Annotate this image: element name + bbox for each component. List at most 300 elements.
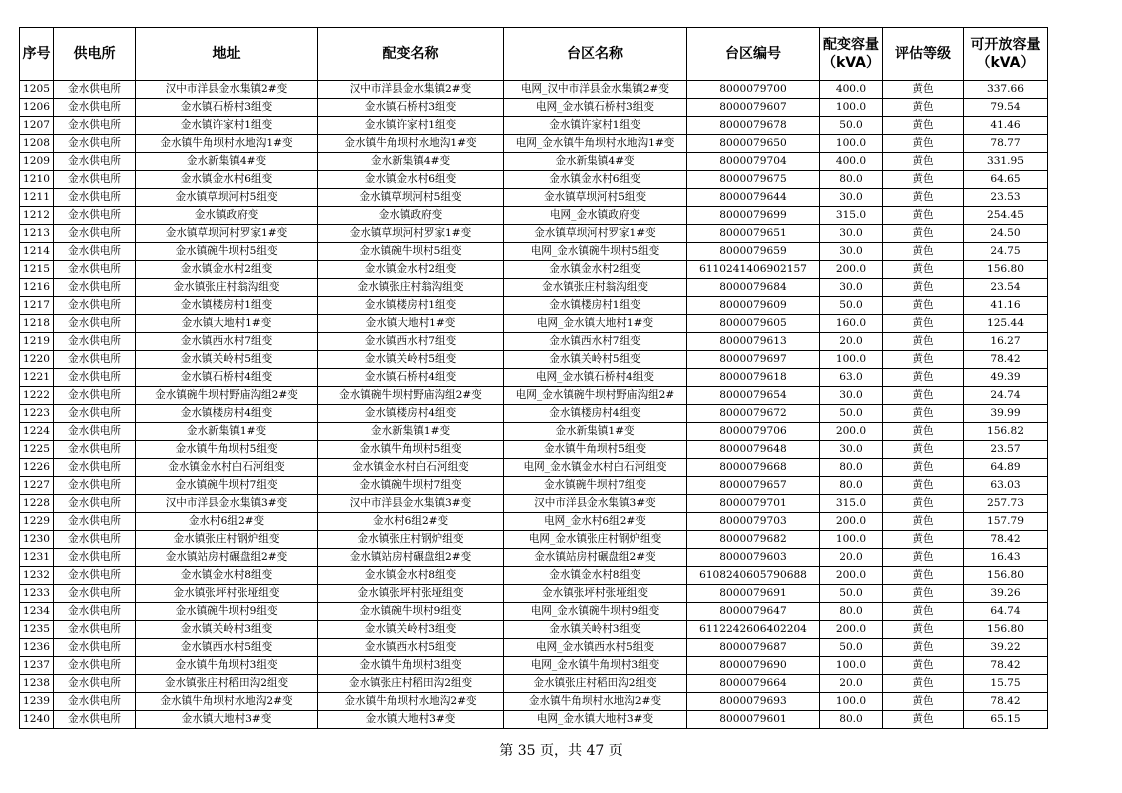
cell-station: 金水供电所 bbox=[54, 315, 136, 333]
cell-index: 1222 bbox=[20, 387, 54, 405]
cell-area-name: 金水镇关岭村3组变 bbox=[504, 621, 687, 639]
cell-open-capacity: 15.75 bbox=[964, 675, 1048, 693]
cell-area-name: 电网_金水镇牛角坝村水地沟1#变 bbox=[504, 135, 687, 153]
cell-index: 1226 bbox=[20, 459, 54, 477]
cell-open-capacity: 257.73 bbox=[964, 495, 1048, 513]
cell-open-capacity: 156.80 bbox=[964, 261, 1048, 279]
cell-area-name: 金水镇张坪村张垭组变 bbox=[504, 585, 687, 603]
cell-rating: 黄色 bbox=[883, 387, 964, 405]
table-row bbox=[20, 531, 1048, 549]
cell-capacity: 315.0 bbox=[820, 495, 883, 513]
cell-rating: 黄色 bbox=[883, 531, 964, 549]
table-row bbox=[20, 171, 1048, 189]
cell-station: 金水供电所 bbox=[54, 81, 136, 99]
cell-area-code: 8000079664 bbox=[687, 675, 820, 693]
cell-open-capacity: 49.39 bbox=[964, 369, 1048, 387]
cell-area-name: 金水镇草坝河村5组变 bbox=[504, 189, 687, 207]
cell-station: 金水供电所 bbox=[54, 459, 136, 477]
cell-area-name: 金水镇张庄村稻田沟2组变 bbox=[504, 675, 687, 693]
cell-open-capacity: 23.54 bbox=[964, 279, 1048, 297]
cell-open-capacity: 156.82 bbox=[964, 423, 1048, 441]
cell-station: 金水供电所 bbox=[54, 333, 136, 351]
cell-open-capacity: 254.45 bbox=[964, 207, 1048, 225]
cell-open-capacity: 63.03 bbox=[964, 477, 1048, 495]
cell-index: 1235 bbox=[20, 621, 54, 639]
cell-capacity: 100.0 bbox=[820, 657, 883, 675]
cell-index: 1219 bbox=[20, 333, 54, 351]
cell-address: 金水镇碗牛坝村野庙沟组2#变 bbox=[136, 387, 318, 405]
cell-capacity: 200.0 bbox=[820, 513, 883, 531]
table-row bbox=[20, 603, 1048, 621]
cell-address: 金水镇碗牛坝村5组变 bbox=[136, 243, 318, 261]
cell-address: 金水镇石桥村4组变 bbox=[136, 369, 318, 387]
cell-area-code: 8000079651 bbox=[687, 225, 820, 243]
cell-capacity: 20.0 bbox=[820, 333, 883, 351]
table-row bbox=[20, 585, 1048, 603]
table-row bbox=[20, 405, 1048, 423]
cell-rating: 黄色 bbox=[883, 711, 964, 729]
table-row bbox=[20, 297, 1048, 315]
cell-capacity: 20.0 bbox=[820, 675, 883, 693]
cell-station: 金水供电所 bbox=[54, 495, 136, 513]
cell-capacity: 63.0 bbox=[820, 369, 883, 387]
cell-station: 金水供电所 bbox=[54, 639, 136, 657]
cell-capacity: 100.0 bbox=[820, 531, 883, 549]
cell-rating: 黄色 bbox=[883, 405, 964, 423]
cell-area-code: 8000079654 bbox=[687, 387, 820, 405]
cell-index: 1206 bbox=[20, 99, 54, 117]
cell-area-code: 8000079605 bbox=[687, 315, 820, 333]
cell-station: 金水供电所 bbox=[54, 135, 136, 153]
cell-address: 金水镇西水村5组变 bbox=[136, 639, 318, 657]
table-row bbox=[20, 441, 1048, 459]
cell-index: 1239 bbox=[20, 693, 54, 711]
cell-area-name: 汉中市洋县金水集镇3#变 bbox=[504, 495, 687, 513]
cell-transformer-name: 金水镇石桥村4组变 bbox=[318, 369, 504, 387]
cell-area-code: 8000079693 bbox=[687, 693, 820, 711]
cell-index: 1207 bbox=[20, 117, 54, 135]
header-transformer-name: 配变名称 bbox=[318, 28, 504, 81]
cell-area-name: 金水镇许家村1组变 bbox=[504, 117, 687, 135]
cell-index: 1238 bbox=[20, 675, 54, 693]
cell-area-name: 金水镇站房村碾盘组2#变 bbox=[504, 549, 687, 567]
cell-transformer-name: 金水镇楼房村1组变 bbox=[318, 297, 504, 315]
cell-capacity: 160.0 bbox=[820, 315, 883, 333]
cell-rating: 黄色 bbox=[883, 585, 964, 603]
cell-capacity: 200.0 bbox=[820, 261, 883, 279]
cell-open-capacity: 156.80 bbox=[964, 621, 1048, 639]
cell-capacity: 315.0 bbox=[820, 207, 883, 225]
cell-index: 1223 bbox=[20, 405, 54, 423]
cell-capacity: 200.0 bbox=[820, 567, 883, 585]
cell-transformer-name: 金水镇张庄村翁沟组变 bbox=[318, 279, 504, 297]
cell-capacity: 30.0 bbox=[820, 387, 883, 405]
cell-area-code: 8000079675 bbox=[687, 171, 820, 189]
cell-open-capacity: 39.99 bbox=[964, 405, 1048, 423]
cell-transformer-name: 金水村6组2#变 bbox=[318, 513, 504, 531]
cell-station: 金水供电所 bbox=[54, 189, 136, 207]
cell-rating: 黄色 bbox=[883, 315, 964, 333]
cell-station: 金水供电所 bbox=[54, 549, 136, 567]
cell-transformer-name: 金水镇关岭村5组变 bbox=[318, 351, 504, 369]
cell-area-name: 电网_金水镇大地村1#变 bbox=[504, 315, 687, 333]
cell-rating: 黄色 bbox=[883, 243, 964, 261]
cell-capacity: 100.0 bbox=[820, 693, 883, 711]
cell-area-code: 8000079687 bbox=[687, 639, 820, 657]
cell-address: 金水镇牛角坝村水地沟2#变 bbox=[136, 693, 318, 711]
cell-transformer-name: 金水新集镇1#变 bbox=[318, 423, 504, 441]
cell-open-capacity: 24.74 bbox=[964, 387, 1048, 405]
cell-rating: 黄色 bbox=[883, 333, 964, 351]
cell-transformer-name: 金水镇西水村7组变 bbox=[318, 333, 504, 351]
cell-index: 1227 bbox=[20, 477, 54, 495]
cell-capacity: 50.0 bbox=[820, 117, 883, 135]
cell-capacity: 20.0 bbox=[820, 549, 883, 567]
cell-open-capacity: 41.46 bbox=[964, 117, 1048, 135]
cell-area-name: 电网_金水镇张庄村钢炉组变 bbox=[504, 531, 687, 549]
capacity-table bbox=[19, 27, 1048, 729]
cell-address: 金水镇许家村1组变 bbox=[136, 117, 318, 135]
cell-address: 金水镇楼房村1组变 bbox=[136, 297, 318, 315]
cell-rating: 黄色 bbox=[883, 351, 964, 369]
cell-rating: 黄色 bbox=[883, 423, 964, 441]
header-open-capacity: 可开放容量 （kVA） bbox=[964, 28, 1048, 81]
cell-address: 金水镇政府变 bbox=[136, 207, 318, 225]
cell-capacity: 30.0 bbox=[820, 189, 883, 207]
cell-rating: 黄色 bbox=[883, 549, 964, 567]
header-area-code: 台区编号 bbox=[687, 28, 820, 81]
cell-area-name: 金水镇碗牛坝村7组变 bbox=[504, 477, 687, 495]
cell-rating: 黄色 bbox=[883, 693, 964, 711]
cell-transformer-name: 金水镇金水村2组变 bbox=[318, 261, 504, 279]
table-row bbox=[20, 99, 1048, 117]
cell-index: 1211 bbox=[20, 189, 54, 207]
cell-station: 金水供电所 bbox=[54, 117, 136, 135]
cell-area-name: 电网_金水村6组2#变 bbox=[504, 513, 687, 531]
cell-address: 金水镇张庄村钢炉组变 bbox=[136, 531, 318, 549]
cell-area-code: 8000079647 bbox=[687, 603, 820, 621]
cell-station: 金水供电所 bbox=[54, 225, 136, 243]
cell-open-capacity: 65.15 bbox=[964, 711, 1048, 729]
table-row bbox=[20, 675, 1048, 693]
cell-index: 1230 bbox=[20, 531, 54, 549]
cell-index: 1212 bbox=[20, 207, 54, 225]
cell-capacity: 100.0 bbox=[820, 351, 883, 369]
header-row bbox=[20, 28, 1048, 81]
cell-open-capacity: 156.80 bbox=[964, 567, 1048, 585]
cell-transformer-name: 金水镇金水村白石河组变 bbox=[318, 459, 504, 477]
cell-rating: 黄色 bbox=[883, 135, 964, 153]
cell-transformer-name: 金水镇大地村1#变 bbox=[318, 315, 504, 333]
header-area-name: 台区名称 bbox=[504, 28, 687, 81]
cell-area-name: 金水镇楼房村4组变 bbox=[504, 405, 687, 423]
cell-address: 金水村6组2#变 bbox=[136, 513, 318, 531]
cell-area-code: 8000079697 bbox=[687, 351, 820, 369]
cell-index: 1217 bbox=[20, 297, 54, 315]
cell-area-code: 8000079659 bbox=[687, 243, 820, 261]
cell-station: 金水供电所 bbox=[54, 675, 136, 693]
cell-index: 1215 bbox=[20, 261, 54, 279]
cell-area-code: 8000079682 bbox=[687, 531, 820, 549]
cell-area-code: 8000079691 bbox=[687, 585, 820, 603]
table-row bbox=[20, 261, 1048, 279]
cell-capacity: 400.0 bbox=[820, 81, 883, 99]
cell-capacity: 100.0 bbox=[820, 99, 883, 117]
cell-index: 1214 bbox=[20, 243, 54, 261]
cell-transformer-name: 金水镇碗牛坝村9组变 bbox=[318, 603, 504, 621]
cell-station: 金水供电所 bbox=[54, 567, 136, 585]
cell-area-name: 电网_金水镇碗牛坝村9组变 bbox=[504, 603, 687, 621]
cell-transformer-name: 金水镇牛角坝村5组变 bbox=[318, 441, 504, 459]
cell-index: 1218 bbox=[20, 315, 54, 333]
cell-area-code: 8000079704 bbox=[687, 153, 820, 171]
cell-transformer-name: 金水镇大地村3#变 bbox=[318, 711, 504, 729]
cell-area-code: 8000079699 bbox=[687, 207, 820, 225]
cell-rating: 黄色 bbox=[883, 639, 964, 657]
cell-station: 金水供电所 bbox=[54, 711, 136, 729]
cell-station: 金水供电所 bbox=[54, 351, 136, 369]
cell-area-name: 电网_金水镇石桥村3组变 bbox=[504, 99, 687, 117]
cell-capacity: 200.0 bbox=[820, 621, 883, 639]
cell-rating: 黄色 bbox=[883, 603, 964, 621]
table-row bbox=[20, 225, 1048, 243]
cell-area-code: 8000079609 bbox=[687, 297, 820, 315]
cell-capacity: 80.0 bbox=[820, 459, 883, 477]
cell-area-name: 金水镇草坝河村罗家1#变 bbox=[504, 225, 687, 243]
cell-open-capacity: 78.42 bbox=[964, 693, 1048, 711]
cell-area-name: 金水镇金水村2组变 bbox=[504, 261, 687, 279]
table-row bbox=[20, 657, 1048, 675]
cell-transformer-name: 金水镇牛角坝村水地沟2#变 bbox=[318, 693, 504, 711]
cell-station: 金水供电所 bbox=[54, 369, 136, 387]
cell-address: 金水镇牛角坝村5组变 bbox=[136, 441, 318, 459]
cell-area-code: 8000079678 bbox=[687, 117, 820, 135]
cell-area-name: 金水镇牛角坝村5组变 bbox=[504, 441, 687, 459]
cell-index: 1216 bbox=[20, 279, 54, 297]
cell-address: 金水镇草坝河村5组变 bbox=[136, 189, 318, 207]
table-row bbox=[20, 81, 1048, 99]
cell-open-capacity: 16.27 bbox=[964, 333, 1048, 351]
cell-rating: 黄色 bbox=[883, 495, 964, 513]
cell-address: 金水镇张庄村稻田沟2组变 bbox=[136, 675, 318, 693]
cell-rating: 黄色 bbox=[883, 297, 964, 315]
table-row bbox=[20, 567, 1048, 585]
cell-address: 金水镇张坪村张垭组变 bbox=[136, 585, 318, 603]
cell-area-name: 金水镇金水村6组变 bbox=[504, 171, 687, 189]
table-row bbox=[20, 369, 1048, 387]
cell-address: 金水新集镇1#变 bbox=[136, 423, 318, 441]
cell-index: 1236 bbox=[20, 639, 54, 657]
cell-area-name: 电网_汉中市洋县金水集镇2#变 bbox=[504, 81, 687, 99]
cell-open-capacity: 64.89 bbox=[964, 459, 1048, 477]
cell-capacity: 80.0 bbox=[820, 603, 883, 621]
cell-index: 1209 bbox=[20, 153, 54, 171]
cell-area-code: 6108240605790688 bbox=[687, 567, 820, 585]
cell-transformer-name: 金水镇许家村1组变 bbox=[318, 117, 504, 135]
cell-rating: 黄色 bbox=[883, 279, 964, 297]
cell-capacity: 50.0 bbox=[820, 405, 883, 423]
table-row bbox=[20, 153, 1048, 171]
cell-open-capacity: 23.53 bbox=[964, 189, 1048, 207]
cell-station: 金水供电所 bbox=[54, 153, 136, 171]
cell-area-code: 8000079603 bbox=[687, 549, 820, 567]
cell-area-name: 金水镇西水村7组变 bbox=[504, 333, 687, 351]
cell-station: 金水供电所 bbox=[54, 171, 136, 189]
table-row bbox=[20, 351, 1048, 369]
cell-station: 金水供电所 bbox=[54, 423, 136, 441]
cell-area-code: 8000079650 bbox=[687, 135, 820, 153]
cell-area-code: 8000079657 bbox=[687, 477, 820, 495]
cell-area-code: 8000079618 bbox=[687, 369, 820, 387]
cell-open-capacity: 16.43 bbox=[964, 549, 1048, 567]
cell-address: 金水镇碗牛坝村9组变 bbox=[136, 603, 318, 621]
cell-area-code: 8000079706 bbox=[687, 423, 820, 441]
cell-index: 1205 bbox=[20, 81, 54, 99]
cell-transformer-name: 金水镇张庄村稻田沟2组变 bbox=[318, 675, 504, 693]
table-row bbox=[20, 621, 1048, 639]
cell-address: 金水镇碗牛坝村7组变 bbox=[136, 477, 318, 495]
cell-index: 1210 bbox=[20, 171, 54, 189]
cell-area-code: 8000079648 bbox=[687, 441, 820, 459]
cell-station: 金水供电所 bbox=[54, 261, 136, 279]
cell-rating: 黄色 bbox=[883, 567, 964, 585]
cell-open-capacity: 78.42 bbox=[964, 657, 1048, 675]
cell-station: 金水供电所 bbox=[54, 585, 136, 603]
cell-rating: 黄色 bbox=[883, 225, 964, 243]
cell-address: 金水镇大地村1#变 bbox=[136, 315, 318, 333]
cell-transformer-name: 金水镇牛角坝村3组变 bbox=[318, 657, 504, 675]
cell-address: 金水镇张庄村翁沟组变 bbox=[136, 279, 318, 297]
cell-index: 1225 bbox=[20, 441, 54, 459]
cell-address: 金水镇金水村白石河组变 bbox=[136, 459, 318, 477]
cell-open-capacity: 24.50 bbox=[964, 225, 1048, 243]
cell-area-name: 金水镇楼房村1组变 bbox=[504, 297, 687, 315]
cell-rating: 黄色 bbox=[883, 117, 964, 135]
table-body bbox=[20, 81, 1048, 729]
cell-area-name: 金水镇张庄村翁沟组变 bbox=[504, 279, 687, 297]
cell-address: 金水镇关岭村5组变 bbox=[136, 351, 318, 369]
cell-open-capacity: 78.42 bbox=[964, 531, 1048, 549]
cell-transformer-name: 金水新集镇4#变 bbox=[318, 153, 504, 171]
cell-area-code: 6110241406902157 bbox=[687, 261, 820, 279]
cell-open-capacity: 23.57 bbox=[964, 441, 1048, 459]
cell-area-code: 8000079607 bbox=[687, 99, 820, 117]
cell-area-name: 电网_金水镇牛角坝村3组变 bbox=[504, 657, 687, 675]
cell-index: 1237 bbox=[20, 657, 54, 675]
cell-capacity: 200.0 bbox=[820, 423, 883, 441]
cell-transformer-name: 金水镇草坝河村5组变 bbox=[318, 189, 504, 207]
cell-area-code: 8000079684 bbox=[687, 279, 820, 297]
cell-open-capacity: 64.65 bbox=[964, 171, 1048, 189]
cell-open-capacity: 64.74 bbox=[964, 603, 1048, 621]
cell-rating: 黄色 bbox=[883, 81, 964, 99]
cell-station: 金水供电所 bbox=[54, 531, 136, 549]
cell-index: 1220 bbox=[20, 351, 54, 369]
cell-station: 金水供电所 bbox=[54, 207, 136, 225]
cell-capacity: 400.0 bbox=[820, 153, 883, 171]
cell-area-name: 电网_金水镇碗牛坝村野庙沟组2# bbox=[504, 387, 687, 405]
cell-area-name: 金水新集镇1#变 bbox=[504, 423, 687, 441]
cell-transformer-name: 金水镇金水村8组变 bbox=[318, 567, 504, 585]
cell-address: 金水镇关岭村3组变 bbox=[136, 621, 318, 639]
cell-capacity: 80.0 bbox=[820, 477, 883, 495]
cell-capacity: 30.0 bbox=[820, 243, 883, 261]
cell-station: 金水供电所 bbox=[54, 243, 136, 261]
cell-index: 1228 bbox=[20, 495, 54, 513]
cell-open-capacity: 125.44 bbox=[964, 315, 1048, 333]
cell-station: 金水供电所 bbox=[54, 279, 136, 297]
cell-transformer-name: 金水镇碗牛坝村野庙沟组2#变 bbox=[318, 387, 504, 405]
header-capacity: 配变容量 （kVA） bbox=[820, 28, 883, 81]
cell-rating: 黄色 bbox=[883, 369, 964, 387]
header-rating: 评估等级 bbox=[883, 28, 964, 81]
cell-rating: 黄色 bbox=[883, 261, 964, 279]
cell-open-capacity: 39.22 bbox=[964, 639, 1048, 657]
table-row bbox=[20, 387, 1048, 405]
cell-address: 金水镇金水村2组变 bbox=[136, 261, 318, 279]
cell-transformer-name: 金水镇牛角坝村水地沟1#变 bbox=[318, 135, 504, 153]
header-index: 序号 bbox=[20, 28, 54, 81]
cell-transformer-name: 金水镇石桥村3组变 bbox=[318, 99, 504, 117]
cell-rating: 黄色 bbox=[883, 675, 964, 693]
cell-capacity: 30.0 bbox=[820, 441, 883, 459]
cell-station: 金水供电所 bbox=[54, 621, 136, 639]
cell-station: 金水供电所 bbox=[54, 387, 136, 405]
cell-transformer-name: 金水镇碗牛坝村5组变 bbox=[318, 243, 504, 261]
cell-station: 金水供电所 bbox=[54, 297, 136, 315]
cell-transformer-name: 金水镇站房村碾盘组2#变 bbox=[318, 549, 504, 567]
cell-open-capacity: 39.26 bbox=[964, 585, 1048, 603]
cell-area-code: 8000079701 bbox=[687, 495, 820, 513]
cell-address: 金水镇牛角坝村水地沟1#变 bbox=[136, 135, 318, 153]
cell-transformer-name: 金水镇西水村5组变 bbox=[318, 639, 504, 657]
cell-station: 金水供电所 bbox=[54, 693, 136, 711]
cell-index: 1233 bbox=[20, 585, 54, 603]
cell-area-name: 电网_金水镇大地村3#变 bbox=[504, 711, 687, 729]
cell-station: 金水供电所 bbox=[54, 441, 136, 459]
table-row bbox=[20, 207, 1048, 225]
cell-capacity: 30.0 bbox=[820, 279, 883, 297]
cell-area-name: 电网_金水镇石桥村4组变 bbox=[504, 369, 687, 387]
cell-address: 金水镇站房村碾盘组2#变 bbox=[136, 549, 318, 567]
cell-transformer-name: 金水镇草坝河村罗家1#变 bbox=[318, 225, 504, 243]
table-row bbox=[20, 333, 1048, 351]
cell-transformer-name: 金水镇碗牛坝村7组变 bbox=[318, 477, 504, 495]
cell-index: 1232 bbox=[20, 567, 54, 585]
cell-address: 金水镇西水村7组变 bbox=[136, 333, 318, 351]
cell-area-code: 8000079668 bbox=[687, 459, 820, 477]
table-row bbox=[20, 459, 1048, 477]
cell-index: 1234 bbox=[20, 603, 54, 621]
cell-capacity: 100.0 bbox=[820, 135, 883, 153]
table-row bbox=[20, 513, 1048, 531]
cell-address: 金水镇楼房村4组变 bbox=[136, 405, 318, 423]
cell-address: 金水镇草坝河村罗家1#变 bbox=[136, 225, 318, 243]
table-row bbox=[20, 279, 1048, 297]
cell-transformer-name: 金水镇张庄村钢炉组变 bbox=[318, 531, 504, 549]
cell-index: 1224 bbox=[20, 423, 54, 441]
table-row bbox=[20, 423, 1048, 441]
cell-rating: 黄色 bbox=[883, 513, 964, 531]
table-row bbox=[20, 495, 1048, 513]
cell-transformer-name: 汉中市洋县金水集镇2#变 bbox=[318, 81, 504, 99]
cell-rating: 黄色 bbox=[883, 189, 964, 207]
cell-capacity: 80.0 bbox=[820, 171, 883, 189]
cell-rating: 黄色 bbox=[883, 657, 964, 675]
cell-rating: 黄色 bbox=[883, 441, 964, 459]
cell-index: 1208 bbox=[20, 135, 54, 153]
cell-index: 1213 bbox=[20, 225, 54, 243]
